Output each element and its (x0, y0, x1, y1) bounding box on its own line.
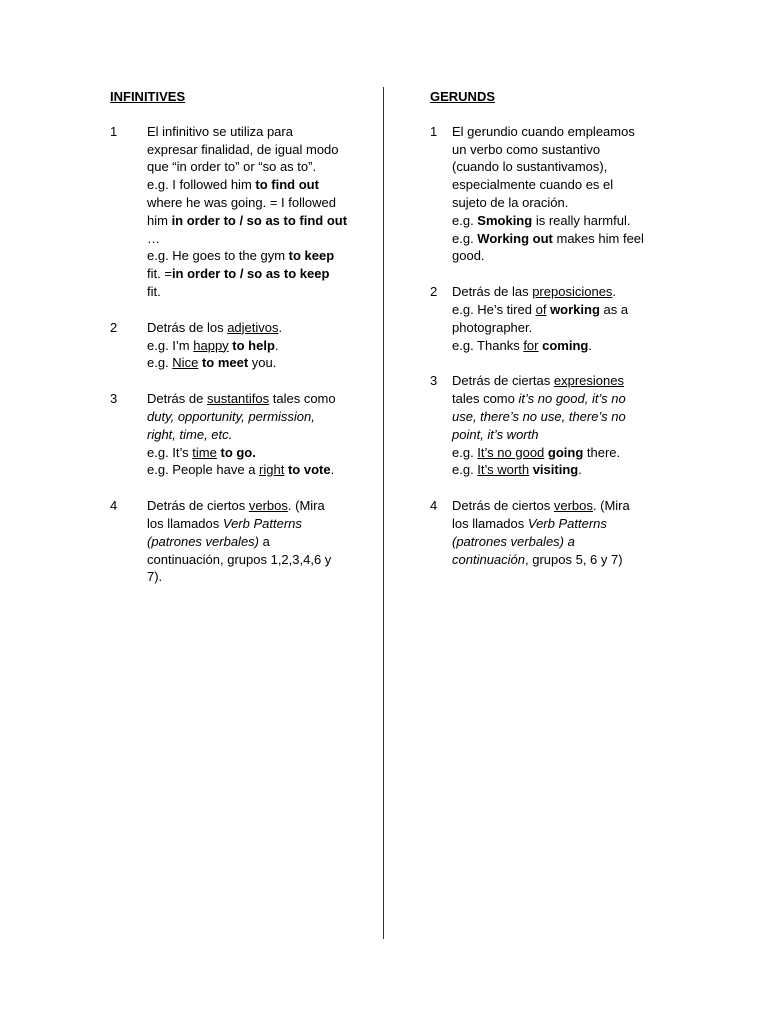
text-line: good. (452, 248, 485, 264)
text-line: e.g. Thanks for coming. (452, 337, 592, 353)
item-text (452, 123, 670, 265)
list-item (110, 123, 365, 301)
item-text (452, 497, 670, 568)
list-item (110, 390, 365, 479)
text-line: tales como it’s no good, it’s no (452, 391, 626, 407)
text-line: e.g. People have a right to vote. (147, 462, 335, 478)
text-line: duty, opportunity, permission, (147, 408, 315, 424)
text-line: e.g. Nice to meet you. (147, 355, 277, 371)
gerunds-column (430, 88, 670, 586)
text-line: continuación, grupos 5, 6 y 7) (452, 551, 623, 567)
list-item (430, 123, 670, 265)
text-line: e.g. It’s no good going there. (452, 444, 621, 460)
text-line: 7). (147, 569, 163, 585)
text-line: fit. (147, 283, 161, 299)
list-item (430, 283, 670, 354)
column-divider (383, 87, 384, 939)
text-line: e.g. Working out makes him feel (452, 230, 644, 246)
text-line: where he was going. = I followed (147, 194, 336, 210)
text-line: El infinitivo se utiliza para (147, 123, 293, 139)
text-line: photographer. (452, 319, 533, 335)
item-text (147, 390, 365, 479)
text-line: especialmente cuando es el (452, 177, 614, 193)
infinitives-column (110, 88, 365, 604)
text-line: use, there’s no use, there’s no (452, 408, 626, 424)
item-number: 3 (430, 373, 438, 389)
text-line: continuación, grupos 1,2,3,4,6 y (147, 551, 332, 567)
text-line: Detrás de sustantifos tales como (147, 391, 336, 407)
list-item (430, 497, 670, 568)
text-line: e.g. I followed him to find out (147, 177, 319, 193)
text-line: Detrás de las preposiciones. (452, 284, 617, 300)
list-item (110, 319, 365, 372)
text-line: … (147, 230, 160, 246)
list-item (110, 497, 365, 586)
item-number: 1 (110, 123, 118, 139)
text-line: (patrones verbales) a (147, 533, 270, 549)
text-line: un verbo como sustantivo (452, 141, 601, 157)
text-line: him in order to / so as to find out (147, 212, 348, 228)
item-text (452, 283, 670, 354)
text-line: Detrás de ciertas expresiones (452, 373, 624, 389)
item-number: 4 (110, 498, 118, 514)
text-line: (patrones verbales) a (452, 533, 575, 549)
text-line: e.g. It’s time to go. (147, 444, 256, 460)
text-line: expresar finalidad, de igual modo (147, 141, 339, 157)
text-line: Detrás de ciertos verbos. (Mira (452, 498, 630, 514)
gerunds-list (430, 123, 670, 569)
infinitives-heading: INFINITIVES (110, 89, 186, 104)
infinitives-list (110, 123, 365, 586)
text-line: fit. =in order to / so as to keep (147, 266, 330, 282)
text-line: Detrás de los adjetivos. (147, 319, 283, 335)
text-line: los llamados Verb Patterns (452, 515, 607, 531)
item-number: 4 (430, 498, 438, 514)
text-line: (cuando lo sustantivamos), (452, 159, 608, 175)
text-line: right, time, etc. (147, 426, 233, 442)
item-text (452, 372, 670, 479)
text-line: point, it’s worth (452, 426, 539, 442)
text-line: e.g. I’m happy to help. (147, 337, 279, 353)
text-line: e.g. He’s tired of working as a (452, 301, 629, 317)
text-line: sujeto de la oración. (452, 194, 569, 210)
text-line: los llamados Verb Patterns (147, 515, 302, 531)
item-number: 1 (430, 123, 438, 139)
item-number: 3 (110, 391, 118, 407)
item-number: 2 (110, 319, 118, 335)
gerunds-heading: GERUNDS (430, 89, 496, 104)
text-line: Detrás de ciertos verbos. (Mira (147, 498, 325, 514)
item-number: 2 (430, 284, 438, 300)
list-item (430, 372, 670, 479)
item-text (147, 497, 365, 586)
text-line: El gerundio cuando empleamos (452, 123, 635, 139)
text-line: e.g. He goes to the gym to keep (147, 248, 335, 264)
text-line: e.g. It’s worth visiting. (452, 462, 582, 478)
text-line: e.g. Smoking is really harmful. (452, 212, 631, 228)
item-text (147, 123, 365, 301)
item-text (147, 319, 365, 372)
text-line: que “in order to” or “so as to”. (147, 159, 317, 175)
